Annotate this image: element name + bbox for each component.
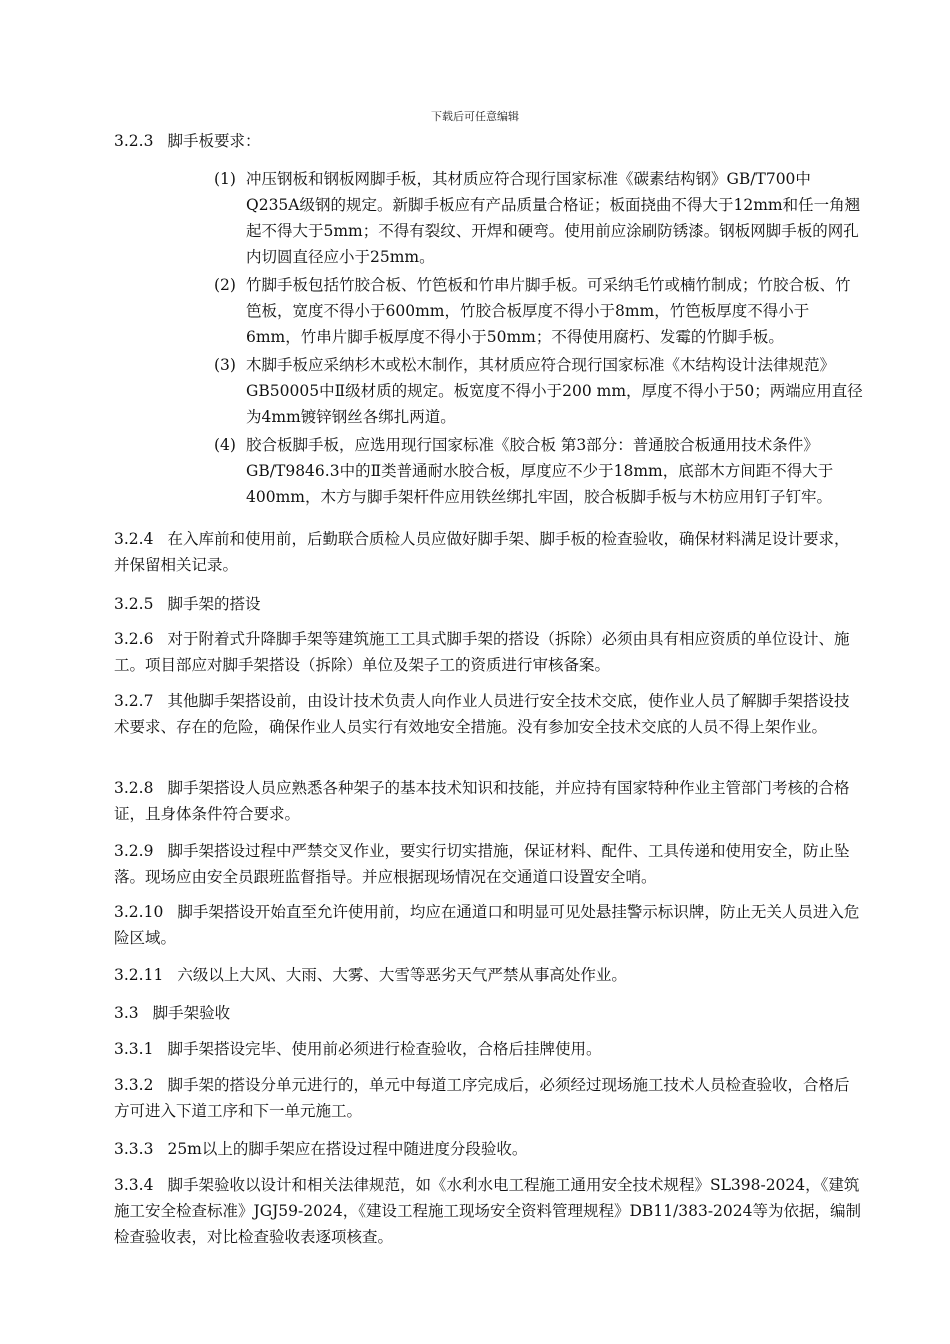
section-number: 3.2.5 <box>114 595 154 613</box>
section-number: 3.2.7 <box>114 692 154 710</box>
section-number: 3.3 <box>114 1004 139 1022</box>
paragraph-3-3-4 <box>114 1172 862 1250</box>
paragraph-3-3-3 <box>114 1136 862 1162</box>
section-number: 3.3.1 <box>114 1040 154 1058</box>
section-number: 3.2.6 <box>114 630 154 648</box>
paragraph-3-3-1 <box>114 1036 862 1062</box>
paragraph-text: 其他脚手架搭设前，由设计技术负责人向作业人员进行安全技术交底，使作业人员了解脚手架搭设技术要求、存在的危险，确保作业人员实行有效地安全措施。没有参加安全技术交底的人员不得上架作业。 <box>114 692 850 736</box>
paragraph-text: 脚手架搭设人员应熟悉各种架子的基本技术知识和技能，并应持有国家特种作业主管部门考核的合格证，且身体条件符合要求。 <box>114 779 850 823</box>
paragraph-text: 脚手架的搭设 <box>167 595 261 613</box>
section-number: 3.2.9 <box>114 842 154 860</box>
paragraph-text: 在入库前和使用前，后勤联合质检人员应做好脚手架、脚手板的检查验收，确保材料满足设计要求，并保留相关记录。 <box>114 530 850 574</box>
paragraph-3-2-9 <box>114 838 862 890</box>
list-item <box>214 166 863 270</box>
list-item <box>214 432 863 510</box>
section-title: 脚手板要求： <box>167 132 261 150</box>
section-number: 3.2.3 <box>114 132 154 150</box>
paragraph-text: 脚手架搭设开始直至允许使用前，均应在通道口和明显可见处悬挂警示标识牌，防止无关人员进入危险区域。 <box>114 903 860 947</box>
paragraph-text: 六级以上大风、大雨、大雾、大雪等恶劣天气严禁从事高处作业。 <box>177 966 627 984</box>
paragraph-text: 对于附着式升降脚手架等建筑施工工具式脚手架的搭设（拆除）必须由具有相应资质的单位设计、施工。项目部应对脚手架搭设（拆除）单位及架子工的资质进行审核备案。 <box>114 630 850 674</box>
section-number: 3.2.11 <box>114 966 164 984</box>
list-item-text: 冲压钢板和钢板网脚手板，其材质应符合现行国家标准《碳素结构钢》GB/T700中Q235A级钢的规定。新脚手板应有产品质量合格证；板面挠曲不得大于12mm和任一角翘起不得大于5mm；不得有裂纹、开焊和硬弯。使用前应涂刷防锈漆。钢板网脚手板的网孔内切圆直径应小于25mm。 <box>246 170 861 266</box>
list-item <box>214 272 863 350</box>
section-3-3-heading <box>114 1000 862 1026</box>
paragraph-3-2-5 <box>114 591 862 617</box>
paragraph-3-2-11 <box>114 962 862 988</box>
list-item-text: 竹脚手板包括竹胶合板、竹笆板和竹串片脚手板。可采纳毛竹或楠竹制成；竹胶合板、竹笆板，宽度不得小于600mm，竹胶合板厚度不得小于8mm，竹笆板厚度不得小于6mm，竹串片脚手板厚度不得小于50mm；不得使用腐朽、发霉的竹脚手板。 <box>246 276 851 346</box>
paragraph-3-2-8 <box>114 775 862 827</box>
paragraph-3-2-7 <box>114 688 862 740</box>
section-number: 3.2.4 <box>114 530 154 548</box>
paragraph-text: 脚手架的搭设分单元进行的，单元中每道工序完成后，必须经过现场施工技术人员检查验收，合格后方可进入下道工序和下一单元施工。 <box>114 1076 850 1120</box>
list-item-number: (3) <box>214 356 236 374</box>
list-item-number: (2) <box>214 276 236 294</box>
list-item-text: 胶合板脚手板，应选用现行国家标准《胶合板 第3部分：普通胶合板通用技术条件》GB/T9846.3中的Ⅱ类普通耐水胶合板，厚度应不少于18mm，底部木方间距不得大于400mm，木方与脚手架杆件应用铁丝绑扎牢固，胶合板脚手板与木枋应用钉子钉牢。 <box>246 436 834 506</box>
section-3-2-3-heading <box>114 128 862 154</box>
list-item-number: (4) <box>214 436 236 454</box>
paragraph-text: 脚手架搭设过程中严禁交叉作业，要实行切实措施，保证材料、配件、工具传递和使用安全，防止坠落。现场应由安全员跟班监督指导。并应根据现场情况在交通道口设置安全哨。 <box>114 842 850 886</box>
requirements-list <box>214 166 863 512</box>
section-number: 3.3.2 <box>114 1076 154 1094</box>
list-item <box>214 352 863 430</box>
paragraph-3-2-6 <box>114 626 862 678</box>
paragraph-text: 25m以上的脚手架应在搭设过程中随进度分段验收。 <box>167 1140 528 1158</box>
list-item-number: (1) <box>214 170 236 188</box>
section-number: 3.3.3 <box>114 1140 154 1158</box>
paragraph-3-3-2 <box>114 1072 862 1124</box>
page-header: 下载后可任意编辑 <box>431 110 519 123</box>
list-item-text: 木脚手板应采纳杉木或松木制作，其材质应符合现行国家标准《木结构设计法律规范》GB50005中Ⅱ级材质的规定。板宽度不得小于200 mm，厚度不得小于50；两端应用直径为4mm镀锌钢丝各绑扎两道。 <box>246 356 863 426</box>
section-number: 3.3.4 <box>114 1176 154 1194</box>
paragraph-3-2-10 <box>114 899 862 951</box>
section-number: 3.2.8 <box>114 779 154 797</box>
paragraph-3-2-4 <box>114 526 862 578</box>
paragraph-text: 脚手架搭设完毕、使用前必须进行检查验收，合格后挂牌使用。 <box>167 1040 602 1058</box>
section-number: 3.2.10 <box>114 903 164 921</box>
section-title: 脚手架验收 <box>152 1004 231 1022</box>
paragraph-text: 脚手架验收以设计和相关法律规范，如《水利水电工程施工通用安全技术规程》SL398-2024，《建筑施工安全检查标准》JGJ59-2024，《建设工程施工现场安全资料管理规程》DB11/383-2024等为依据，编制检查验收表，对比检查验收表逐项核查。 <box>114 1176 861 1246</box>
